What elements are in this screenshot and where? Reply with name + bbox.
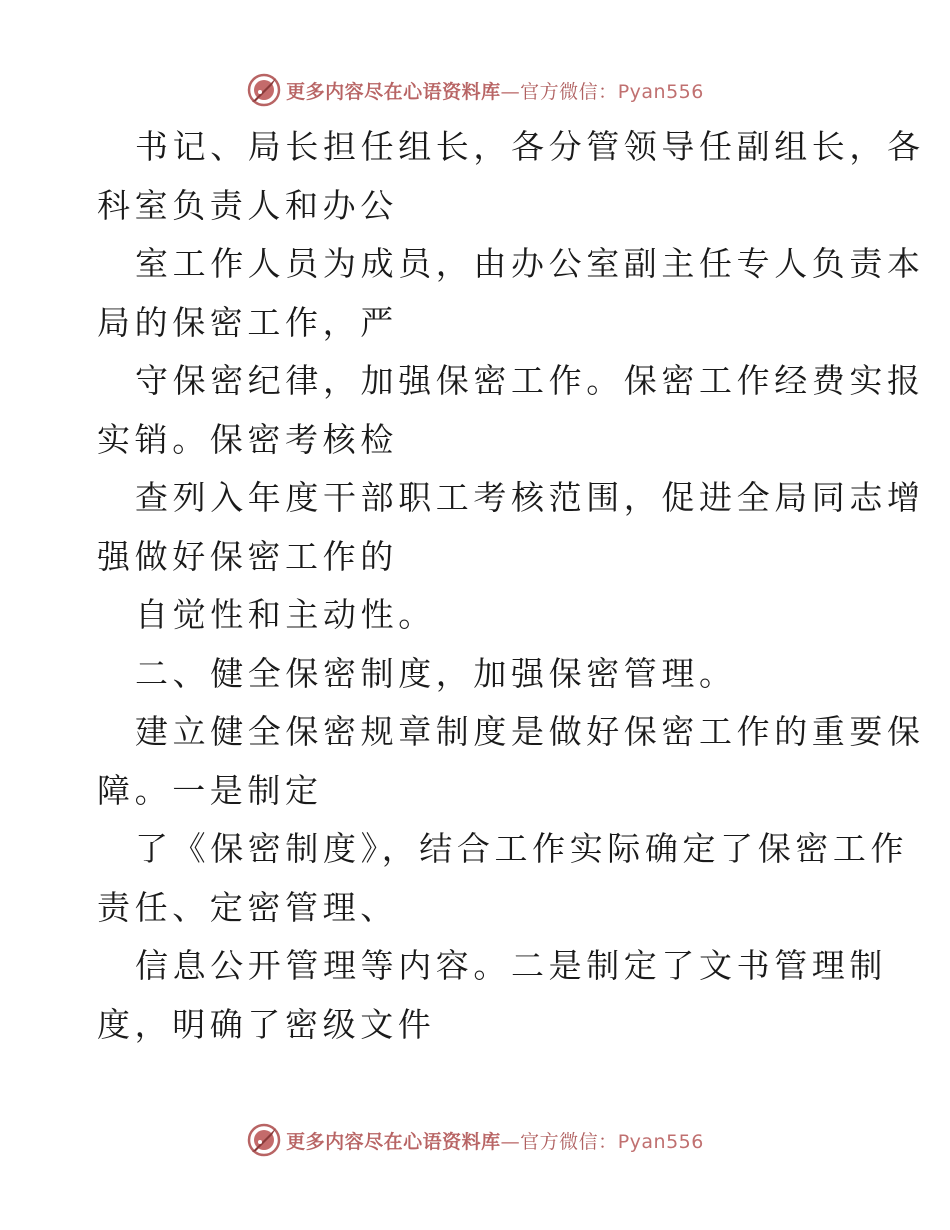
text-line: 责任、定密管理、	[97, 887, 398, 927]
watermark-wechat-id: Pyan556	[617, 80, 704, 103]
watermark-separator: —	[500, 80, 521, 103]
footer-watermark	[0, 1120, 950, 1160]
text-line: 自觉性和主动性。	[135, 595, 436, 634]
watermark-separator: —	[500, 1130, 521, 1153]
text-line: 了《保密制度》，结合工作实际确定了保密工作	[135, 829, 909, 868]
text-line: 度，明确了密级文件	[97, 1004, 436, 1044]
watermark-text	[286, 1127, 704, 1154]
text-line: 守保密纪律，加强保密工作。保密工作经费实报	[135, 361, 925, 400]
watermark-wechat-id: Pyan556	[617, 1130, 704, 1153]
text-line: 信息公开管理等内容。二是制定了文书管理制	[135, 946, 887, 985]
text-line: 实销。保密考核检	[97, 419, 398, 459]
text-line: 科室负责人和办公	[97, 185, 398, 225]
text-line: 强做好保密工作的	[97, 536, 398, 576]
quill-logo-icon	[246, 72, 282, 108]
watermark-brand: 更多内容尽在心语资料库	[286, 80, 501, 103]
quill-logo-icon	[246, 1122, 282, 1158]
watermark-wechat-label: 官方微信：	[520, 80, 618, 103]
document-body	[97, 118, 925, 1054]
text-line: 建立健全保密规章制度是做好保密工作的重要保	[135, 712, 925, 751]
text-line: 室工作人员为成员，由办公室副主任专人负责本	[135, 244, 925, 283]
text-line: 二、健全保密制度，加强保密管理。	[135, 653, 737, 693]
text-line: 查列入年度干部职工考核范围，促进全局同志增	[135, 478, 925, 517]
watermark-brand: 更多内容尽在心语资料库	[286, 1130, 501, 1153]
text-line: 书记、局长担任组长，各分管领导任副组长，各	[135, 127, 925, 166]
text-line: 障。一是制定	[97, 770, 323, 810]
header-watermark	[0, 70, 950, 110]
text-line: 局的保密工作，严	[97, 302, 398, 342]
watermark-wechat-label: 官方微信：	[520, 1130, 618, 1153]
watermark-text	[286, 77, 704, 104]
